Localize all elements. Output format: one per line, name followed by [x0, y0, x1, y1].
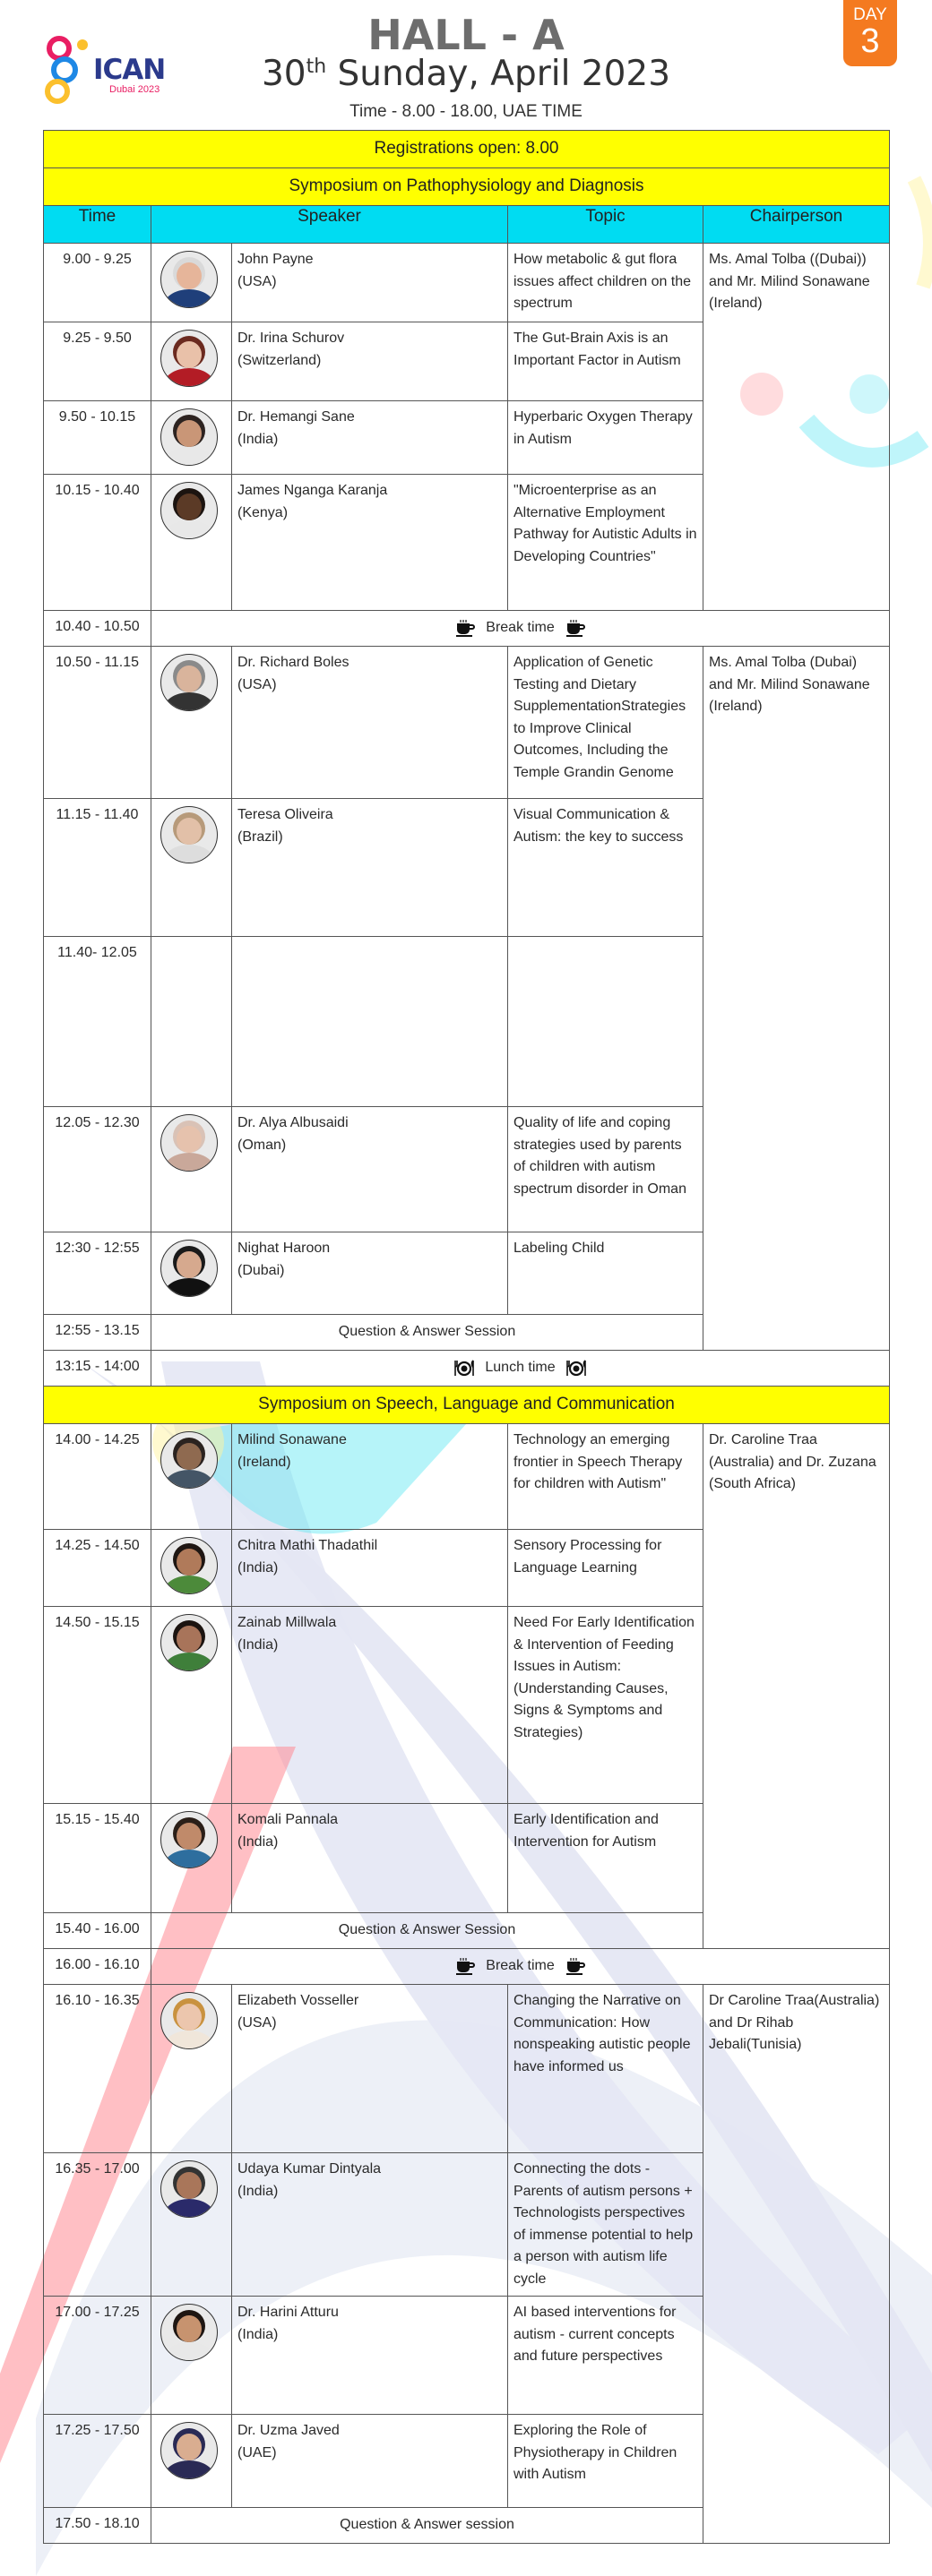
speaker-name: Dr. Alya Albusaidi: [237, 1115, 349, 1130]
speaker-country: (India): [237, 2326, 279, 2342]
photo-cell: [151, 799, 232, 937]
speaker-cell: [232, 1985, 508, 2153]
time-cell: 16.00 - 16.10: [44, 1949, 151, 1985]
photo-cell: [151, 1530, 232, 1607]
speaker-country: (India): [237, 431, 279, 447]
topic-cell: Changing the Narrative on Communication: How nonspeaking autistic people have informed us: [508, 1985, 703, 2153]
shirt: [163, 1278, 215, 1297]
speaker-photo: [160, 1114, 218, 1172]
speaker-photo: [160, 2422, 218, 2479]
face: [177, 262, 202, 289]
chairperson-cell: Dr. Caroline Traa (Australia) and Dr. Zuzana (South Africa): [703, 1424, 890, 1949]
time-cell: 14.00 - 14.25: [44, 1424, 151, 1530]
speaker-photo: [160, 1811, 218, 1868]
speaker-country: (UAE): [237, 2444, 277, 2460]
speaker-photo: [160, 806, 218, 863]
table-row: [44, 1949, 890, 1985]
table-row: [44, 611, 890, 647]
column-header-speaker: Speaker: [151, 206, 508, 244]
speaker-cell: [232, 647, 508, 799]
speaker-name: Dr. Uzma Javed: [237, 2423, 340, 2438]
speaker-name: Komali Pannala: [237, 1812, 339, 1827]
shirt: [163, 447, 215, 466]
speaker-name: Elizabeth Vosseller: [237, 1993, 359, 2008]
speaker-cell: [232, 2415, 508, 2508]
day-number: 3: [860, 22, 880, 60]
table-row: [44, 168, 890, 206]
time-cell: 10.40 - 10.50: [44, 611, 151, 647]
break-label: Break time: [486, 1958, 555, 1974]
topic-cell: Need For Early Identification & Intervention of Feeding Issues in Autism:(Understanding Causes, Signs & Symptoms and Strategies): [508, 1607, 703, 1804]
photo-cell: [151, 937, 232, 1107]
topic-cell: How metabolic & gut flora issues affect children on the spectrum: [508, 244, 703, 322]
speaker-photo: [160, 482, 218, 539]
face: [177, 1443, 202, 1470]
event-time: Time - 8.00 - 18.00, UAE TIME: [350, 102, 582, 121]
face: [177, 665, 202, 692]
time-cell: 15.40 - 16.00: [44, 1913, 151, 1949]
shirt: [163, 2460, 215, 2479]
photo-cell: [151, 2415, 232, 2508]
shirt: [163, 289, 215, 308]
speaker-name: Nighat Haroon: [237, 1241, 331, 1256]
time-cell: 16.10 - 16.35: [44, 1985, 151, 2153]
speaker-cell: [232, 1607, 508, 1804]
speaker-cell: [232, 1107, 508, 1232]
speaker-photo: [160, 330, 218, 387]
speaker-country: (India): [237, 1559, 279, 1576]
speaker-country: (Dubai): [237, 1262, 285, 1278]
time-cell: 11.15 - 11.40: [44, 799, 151, 937]
shirt: [163, 1153, 215, 1172]
speaker-country: (Switzerland): [237, 352, 322, 368]
time-cell: 13:15 - 14:00: [44, 1351, 151, 1387]
topic-cell: Quality of life and coping strategies used by parents of children with autism spectrum disorder in Oman: [508, 1107, 703, 1232]
chairperson-cell: Ms. Amal Tolba (Dubai) and Mr. Milind Sonawane (Ireland): [703, 647, 890, 1351]
coffee-cup-icon: [455, 619, 475, 637]
topic-cell: Exploring the Role of Physiotherapy in Children with Autism: [508, 2415, 703, 2508]
speaker-photo: [160, 1431, 218, 1489]
photo-cell: [151, 244, 232, 322]
face: [177, 1126, 202, 1153]
photo-cell: [151, 322, 232, 401]
face: [177, 1251, 202, 1278]
photo-cell: [151, 2297, 232, 2415]
table-row: [44, 1985, 890, 2153]
speaker-cell: [232, 2297, 508, 2415]
speaker-name: Dr. Hemangi Sane: [237, 409, 355, 425]
shirt: [163, 692, 215, 711]
table-row: [44, 1351, 890, 1387]
speaker-name: Dr. Harini Atturu: [237, 2305, 339, 2320]
speaker-country: (USA): [237, 273, 277, 289]
break-cell: [151, 1949, 890, 1985]
photo-cell: [151, 647, 232, 799]
speaker-cell: [232, 322, 508, 401]
time-cell: 9.00 - 9.25: [44, 244, 151, 322]
logo-subtext: Dubai 2023: [109, 84, 160, 95]
shirt: [163, 2342, 215, 2361]
photo-cell: [151, 1107, 232, 1232]
time-cell: 12:55 - 13.15: [44, 1315, 151, 1351]
break-label: Break time: [486, 620, 555, 636]
speaker-name: Dr. Richard Boles: [237, 655, 350, 670]
shirt: [163, 520, 215, 539]
time-cell: 14.50 - 15.15: [44, 1607, 151, 1804]
speaker-cell: [232, 244, 508, 322]
symposium-title: Symposium on Speech, Language and Communication: [44, 1387, 890, 1424]
topic-cell: "Microenterprise as an Alternative Employment Pathway for Autistic Adults in Developing Countries": [508, 475, 703, 611]
column-header-time: Time: [44, 206, 151, 244]
speaker-cell: [232, 401, 508, 475]
speaker-country: (Oman): [237, 1137, 287, 1153]
speaker-country: (USA): [237, 2014, 277, 2031]
speaker-country: (India): [237, 1833, 279, 1850]
face: [177, 1823, 202, 1850]
speaker-name: Teresa Oliveira: [237, 807, 333, 822]
break-label: Lunch time: [485, 1360, 556, 1376]
face: [177, 2172, 202, 2199]
photo-cell: [151, 2153, 232, 2297]
speaker-name: Udaya Kumar Dintyala: [237, 2161, 382, 2177]
table-row: [44, 1387, 890, 1424]
photo-cell: [151, 401, 232, 475]
logo-text: ICAN: [93, 54, 166, 86]
qa-cell: Question & Answer session: [151, 2508, 703, 2544]
coffee-cup-icon: [565, 619, 585, 637]
speaker-cell: [232, 475, 508, 611]
speaker-cell: [232, 2153, 508, 2297]
header: [0, 0, 932, 130]
speaker-cell: [232, 1232, 508, 1315]
coffee-cup-icon: [455, 1957, 475, 1975]
time-cell: 17.50 - 18.10: [44, 2508, 151, 2544]
photo-cell: [151, 1607, 232, 1804]
shirt: [163, 2031, 215, 2049]
topic-cell: Labeling Child: [508, 1232, 703, 1315]
time-cell: 15.15 - 15.40: [44, 1804, 151, 1913]
speaker-photo: [160, 251, 218, 308]
shirt: [163, 2199, 215, 2218]
face: [177, 818, 202, 845]
speaker-cell: [232, 799, 508, 937]
registration-banner: Registrations open: 8.00: [44, 131, 890, 168]
speaker-photo: [160, 408, 218, 466]
speaker-cell: [232, 1530, 508, 1607]
speaker-cell: [232, 1424, 508, 1530]
face: [177, 2434, 202, 2460]
time-cell: 9.50 - 10.15: [44, 401, 151, 475]
speaker-name: Dr. Irina Schurov: [237, 331, 345, 346]
photo-cell: [151, 1424, 232, 1530]
table-row: [44, 131, 890, 168]
time-cell: 10.15 - 10.40: [44, 475, 151, 611]
speaker-cell: [232, 937, 508, 1107]
dinner-plate-icon: [566, 1359, 586, 1377]
dinner-plate-icon: [454, 1359, 474, 1377]
speaker-country: (Brazil): [237, 829, 283, 845]
topic-cell: Application of Genetic Testing and Dietary SupplementationStrategies to Improve Clinical Outcomes, Including the Temple Grandin Genome: [508, 647, 703, 799]
time-cell: 12.05 - 12.30: [44, 1107, 151, 1232]
speaker-country: (Ireland): [237, 1454, 291, 1470]
speaker-country: (India): [237, 2183, 279, 2199]
speaker-country: (India): [237, 1636, 279, 1653]
table-row: [44, 244, 890, 322]
topic-cell: Visual Communication & Autism: the key to success: [508, 799, 703, 937]
photo-cell: [151, 1804, 232, 1913]
photo-cell: [151, 1232, 232, 1315]
face: [177, 2004, 202, 2031]
face: [177, 2315, 202, 2342]
topic-cell: Hyperbaric Oxygen Therapy in Autism: [508, 401, 703, 475]
speaker-country: (USA): [237, 676, 277, 692]
speaker-photo: [160, 1614, 218, 1671]
event-date: 30th Sunday, April 2023: [261, 54, 671, 94]
photo-cell: [151, 1985, 232, 2153]
time-cell: 16.35 - 17.00: [44, 2153, 151, 2297]
time-cell: 17.25 - 17.50: [44, 2415, 151, 2508]
speaker-name: James Nganga Karanja: [237, 483, 388, 498]
chairperson-cell: Dr Caroline Traa(Australia) and Dr Rihab Jebali(Tunisia): [703, 1985, 890, 2544]
chairperson-cell: Ms. Amal Tolba ((Dubai)) and Mr. Milind Sonawane (Ireland): [703, 244, 890, 611]
shirt: [163, 845, 215, 863]
shirt: [163, 368, 215, 387]
day-label: DAY: [853, 5, 887, 24]
topic-cell: Connecting the dots - Parents of autism persons + Technologists perspectives of immense potential to help a person with autism life cycle: [508, 2153, 703, 2297]
shirt: [163, 1470, 215, 1489]
speaker-photo: [160, 1992, 218, 2049]
table-row: [44, 1424, 890, 1530]
break-cell: [151, 611, 890, 647]
topic-cell: AI based interventions for autism - current concepts and future perspectives: [508, 2297, 703, 2415]
column-header-topic: Topic: [508, 206, 703, 244]
speaker-name: Milind Sonawane: [237, 1432, 347, 1447]
time-cell: 11.40- 12.05: [44, 937, 151, 1107]
schedule-table: [43, 130, 890, 2544]
time-cell: 9.25 - 9.50: [44, 322, 151, 401]
shirt: [163, 1576, 215, 1594]
face: [177, 420, 202, 447]
speaker-cell: [232, 1804, 508, 1913]
coffee-cup-icon: [565, 1957, 585, 1975]
symposium-title: Symposium on Pathophysiology and Diagnosis: [44, 168, 890, 206]
face: [177, 1626, 202, 1653]
day-badge: [843, 0, 897, 66]
speaker-photo: [160, 1240, 218, 1297]
speaker-photo: [160, 654, 218, 711]
table-row: [44, 647, 890, 799]
speaker-country: (Kenya): [237, 504, 289, 520]
table-row: [44, 206, 890, 244]
topic-cell: The Gut-Brain Axis is an Important Factor in Autism: [508, 322, 703, 401]
time-cell: 12:30 - 12:55: [44, 1232, 151, 1315]
shirt: [163, 1653, 215, 1671]
topic-cell: Technology an emerging frontier in Speech Therapy for children with Autism": [508, 1424, 703, 1530]
break-cell: [151, 1351, 890, 1387]
qa-cell: Question & Answer Session: [151, 1315, 703, 1351]
speaker-photo: [160, 1537, 218, 1594]
hall-title: HALL - A: [367, 11, 565, 59]
time-cell: 10.50 - 11.15: [44, 647, 151, 799]
topic-cell: [508, 937, 703, 1107]
time-cell: 14.25 - 14.50: [44, 1530, 151, 1607]
column-header-chairperson: Chairperson: [703, 206, 890, 244]
qa-cell: Question & Answer Session: [151, 1913, 703, 1949]
topic-cell: Early Identification and Intervention for Autism: [508, 1804, 703, 1913]
face: [177, 341, 202, 368]
shirt: [163, 1850, 215, 1868]
photo-cell: [151, 475, 232, 611]
face: [177, 494, 202, 520]
speaker-photo: [160, 2160, 218, 2218]
speaker-name: Zainab Millwala: [237, 1615, 337, 1630]
face: [177, 1549, 202, 1576]
speaker-name: John Payne: [237, 252, 314, 267]
speaker-photo: [160, 2304, 218, 2361]
time-cell: 17.00 - 17.25: [44, 2297, 151, 2415]
speaker-name: Chitra Mathi Thadathil: [237, 1538, 378, 1553]
topic-cell: Sensory Processing for Language Learning: [508, 1530, 703, 1607]
